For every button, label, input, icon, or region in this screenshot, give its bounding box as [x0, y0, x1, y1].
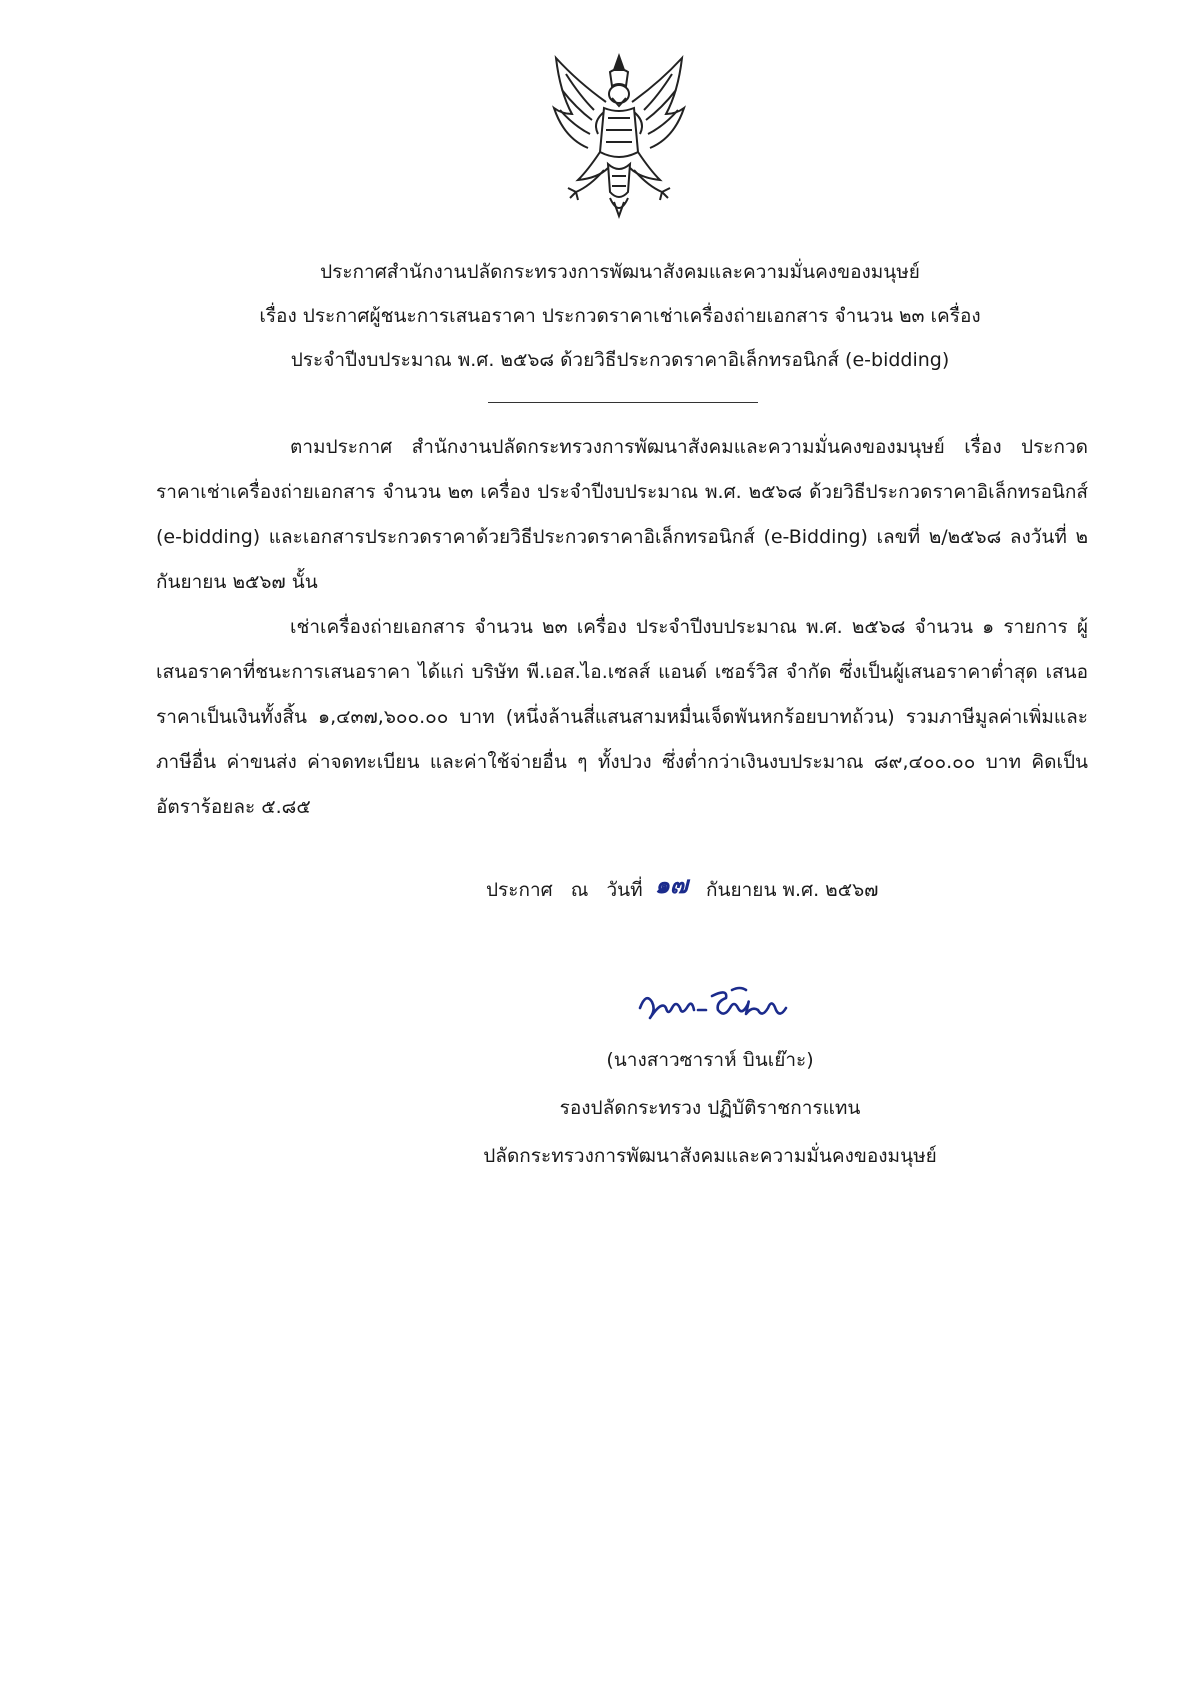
signatory-position: รองปลัดกระทรวง ปฏิบัติราชการแทน: [559, 1097, 861, 1119]
document-title: [150, 250, 1090, 382]
document-body: [156, 425, 1088, 830]
announce-at: ณ: [570, 879, 589, 901]
signatory-block: [470, 1036, 950, 1180]
announce-prefix: ประกาศ: [486, 879, 553, 901]
handwritten-signature: [632, 978, 802, 1034]
signatory-office: ปลัดกระทรวงการพัฒนาสังคมและความมั่นคงของมนุษย์: [483, 1145, 937, 1167]
title-line-1: ประกาศสำนักงานปลัดกระทรวงการพัฒนาสังคมและความมั่นคงของมนุษย์: [320, 261, 920, 283]
garuda-emblem-icon: [548, 52, 690, 222]
body-paragraph-2: เช่าเครื่องถ่ายเอกสาร จำนวน ๒๓ เครื่อง ประจำปีงบประมาณ พ.ศ. ๒๕๖๘ จำนวน ๑ รายการ ผู้เสนอราคาที่ชนะการเสนอราคา ได้แก่ บริษัท พี.เอส.ไอ.เซลส์ แอนด์ เซอร์วิส จำกัด ซึ่งเป็นผู้เสนอราคาต่ำสุด เสนอราคาเป็นเงินทั้งสิ้น ๑,๔๓๗,๖๐๐.๐๐ บาท (หนึ่งล้านสี่แสนสามหมื่นเจ็ดพันหกร้อยบาทถ้วน) รวมภาษีมูลค่าเพิ่มและภาษีอื่น ค่าขนส่ง ค่าจดทะเบียน และค่าใช้จ่ายอื่น ๆ ทั้งปวง ซึ่งต่ำกว่าเงินงบประมาณ ๘๙,๔๐๐.๐๐ บาท คิดเป็นอัตราร้อยละ ๕.๘๕: [156, 616, 1088, 818]
announce-month-year: กันยายน พ.ศ. ๒๕๖๗: [706, 879, 879, 901]
announcement-date: [486, 868, 878, 910]
title-divider: [488, 402, 758, 403]
body-paragraph-1: ตามประกาศ สำนักงานปลัดกระทรวงการพัฒนาสังคมและความมั่นคงของมนุษย์ เรื่อง ประกวดราคาเช่าเครื่องถ่ายเอกสาร จำนวน ๒๓ เครื่อง ประจำปีงบประมาณ พ.ศ. ๒๕๖๘ ด้วยวิธีประกวดราคาอิเล็กทรอนิกส์ (e-bidding) และเอกสารประกวดราคาด้วยวิธีประกวดราคาอิเล็กทรอนิกส์ (e-Bidding) เลขที่ ๒/๒๕๖๘ ลงวันที่ ๒ กันยายน ๒๕๖๗ นั้น: [156, 436, 1088, 593]
title-line-2: เรื่อง ประกาศผู้ชนะการเสนอราคา ประกวดราคาเช่าเครื่องถ่ายเอกสาร จำนวน ๒๓ เครื่อง: [259, 305, 981, 327]
signatory-name: (นางสาวซาราห์ บินเย๊าะ): [606, 1049, 814, 1071]
announce-day-handwritten: ๑๗: [654, 870, 688, 899]
title-line-3: ประจำปีงบประมาณ พ.ศ. ๒๕๖๘ ด้วยวิธีประกวดราคาอิเล็กทรอนิกส์ (e-bidding): [290, 349, 950, 371]
announce-day-label: วันที่: [606, 879, 643, 901]
